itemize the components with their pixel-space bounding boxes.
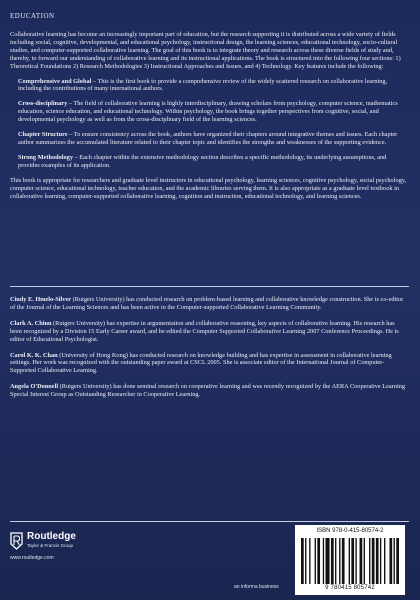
author-bios: [10, 296, 407, 407]
feature-text: – The field of collaborative learning is highly interdisciplinary, drawing scholars from psychology, computer science, mathematics education, science education, and educational technology. Within psychology, the book brings together perspectives from cognitive, social, and developmental psychology as well as from the cross-disciplinary field of the learning sciences.: [18, 100, 398, 124]
feature-text: – Each chapter within the extensive methodology section describes a specific methodology, its underlying assumptions, and provides examples of its application.: [18, 153, 387, 169]
feature-item: [18, 100, 407, 124]
author-name: Clark A. Chinn: [10, 319, 52, 327]
isbn-barcode-box: [295, 525, 405, 595]
author-bio-text: (Rutgers University) has done seminal research on cooperative learning and was recently recognized by the AERA Cooperative Learning Special Interest Group as Outstanding Researcher in Cooperative Learning.: [10, 383, 406, 399]
feature-text: – To ensure consistency across the book, authors have organized their chapters around integrative themes and issues. Each chapter author summarizes the accumulated literature related to their chapter topic and identifies the strengths and weaknesses of the supporting evidence.: [18, 131, 398, 146]
publisher-name: Routledge: [27, 531, 76, 542]
section-divider: [10, 286, 409, 287]
publisher-url: www.routledge.com: [10, 555, 54, 561]
feature-item: [18, 154, 407, 170]
feature-item: [18, 78, 407, 94]
author-bio-text: (Rutgers University) has conducted research on problem-based learning and collaborative knowledge construction. She is co-editor of the Journal of the Learning Sciences and has been active in the Computer-supported Collaborative Learning Community.: [10, 296, 404, 311]
publisher-subtitle: Taylor & Francis Group: [27, 543, 74, 548]
publisher-block: [10, 532, 150, 592]
book-description: [10, 31, 407, 207]
intro-paragraph: Collaborative learning has become an increasingly important part of education, but the research supporting it is distributed across a wide variety of fields including social, cognitive, developmental, and educational psychology, instructional design, the learning sciences, educational technology, socio-cultural studies, and computer-supported collaborative learning. The goal of this book is to integrate theory and research across these diverse fields of study and, thereby, to forward our understanding of collaborative learning and its instructional applications. The book is structured into the following four sections: 1) Theoretical Foundations 2) Research Methodologies 3) Instructional Approaches and Issues, and 4) Technology. Key features include the following:: [10, 31, 401, 70]
category-label: EDUCATION: [10, 12, 55, 20]
author-bio: [10, 296, 407, 312]
routledge-shield-icon: [10, 532, 23, 550]
feature-title: Strong Methodology: [18, 153, 73, 161]
feature-title: Chapter Structure: [18, 131, 68, 139]
author-bio: [10, 320, 407, 344]
feature-title: Comprehensive and Global: [18, 77, 92, 85]
author-bio-text: (Rutgers University) has expertise in argumentation and collaborative reasoning, key aspects of collaborative learning. His research has been recognized by a Division 15 Early Career award, and he edited the Computer Supported Collaborative Learning 2007 Conference Proceedings. He is editor of Educational Psychologist.: [10, 319, 399, 343]
author-bio: [10, 383, 407, 399]
footer-divider: [10, 521, 409, 522]
informa-tagline: an informa business: [234, 584, 279, 590]
isbn-label: ISBN 978-0-415-80574-2: [316, 528, 384, 534]
barcode-digits: 9 780415 805742: [325, 585, 375, 591]
author-name: Angela O'Donnell: [10, 383, 59, 391]
barcode-icon: [301, 538, 399, 584]
feature-item: [18, 131, 407, 147]
feature-title: Cross-disciplinary: [18, 100, 68, 108]
author-name: Cindy E. Hmelo-Silver: [10, 296, 72, 303]
author-bio-text: (University of Hong Kong) has conducted research on knowledge building and has expertise in assessment in collaborative learning settings. Her work was recognized with the outstanding paper award at CSCL 2005. She is associate editor of the International Journal of Computer-Supported Collaborative Learning.: [10, 351, 392, 375]
author-bio: [10, 352, 407, 376]
author-name: Carol K. K. Chan: [10, 351, 58, 359]
audience-paragraph: This book is appropriate for researchers and graduate level instructors in educational psychology, learning sciences, cognitive psychology, social psychology, computer science, educational technology, teacher education, and the academic libraries serving them. It is also appropriate as a graduate level textbook in collaborative learning, computer-supported collaborative learning, cognition and instruction, educational technology, and learning sciences.: [10, 176, 407, 200]
feature-text: – This is the first book to provide a comprehensive review of the widely scattered research on collaborative learning, including the contributions of many international authors.: [18, 77, 388, 93]
